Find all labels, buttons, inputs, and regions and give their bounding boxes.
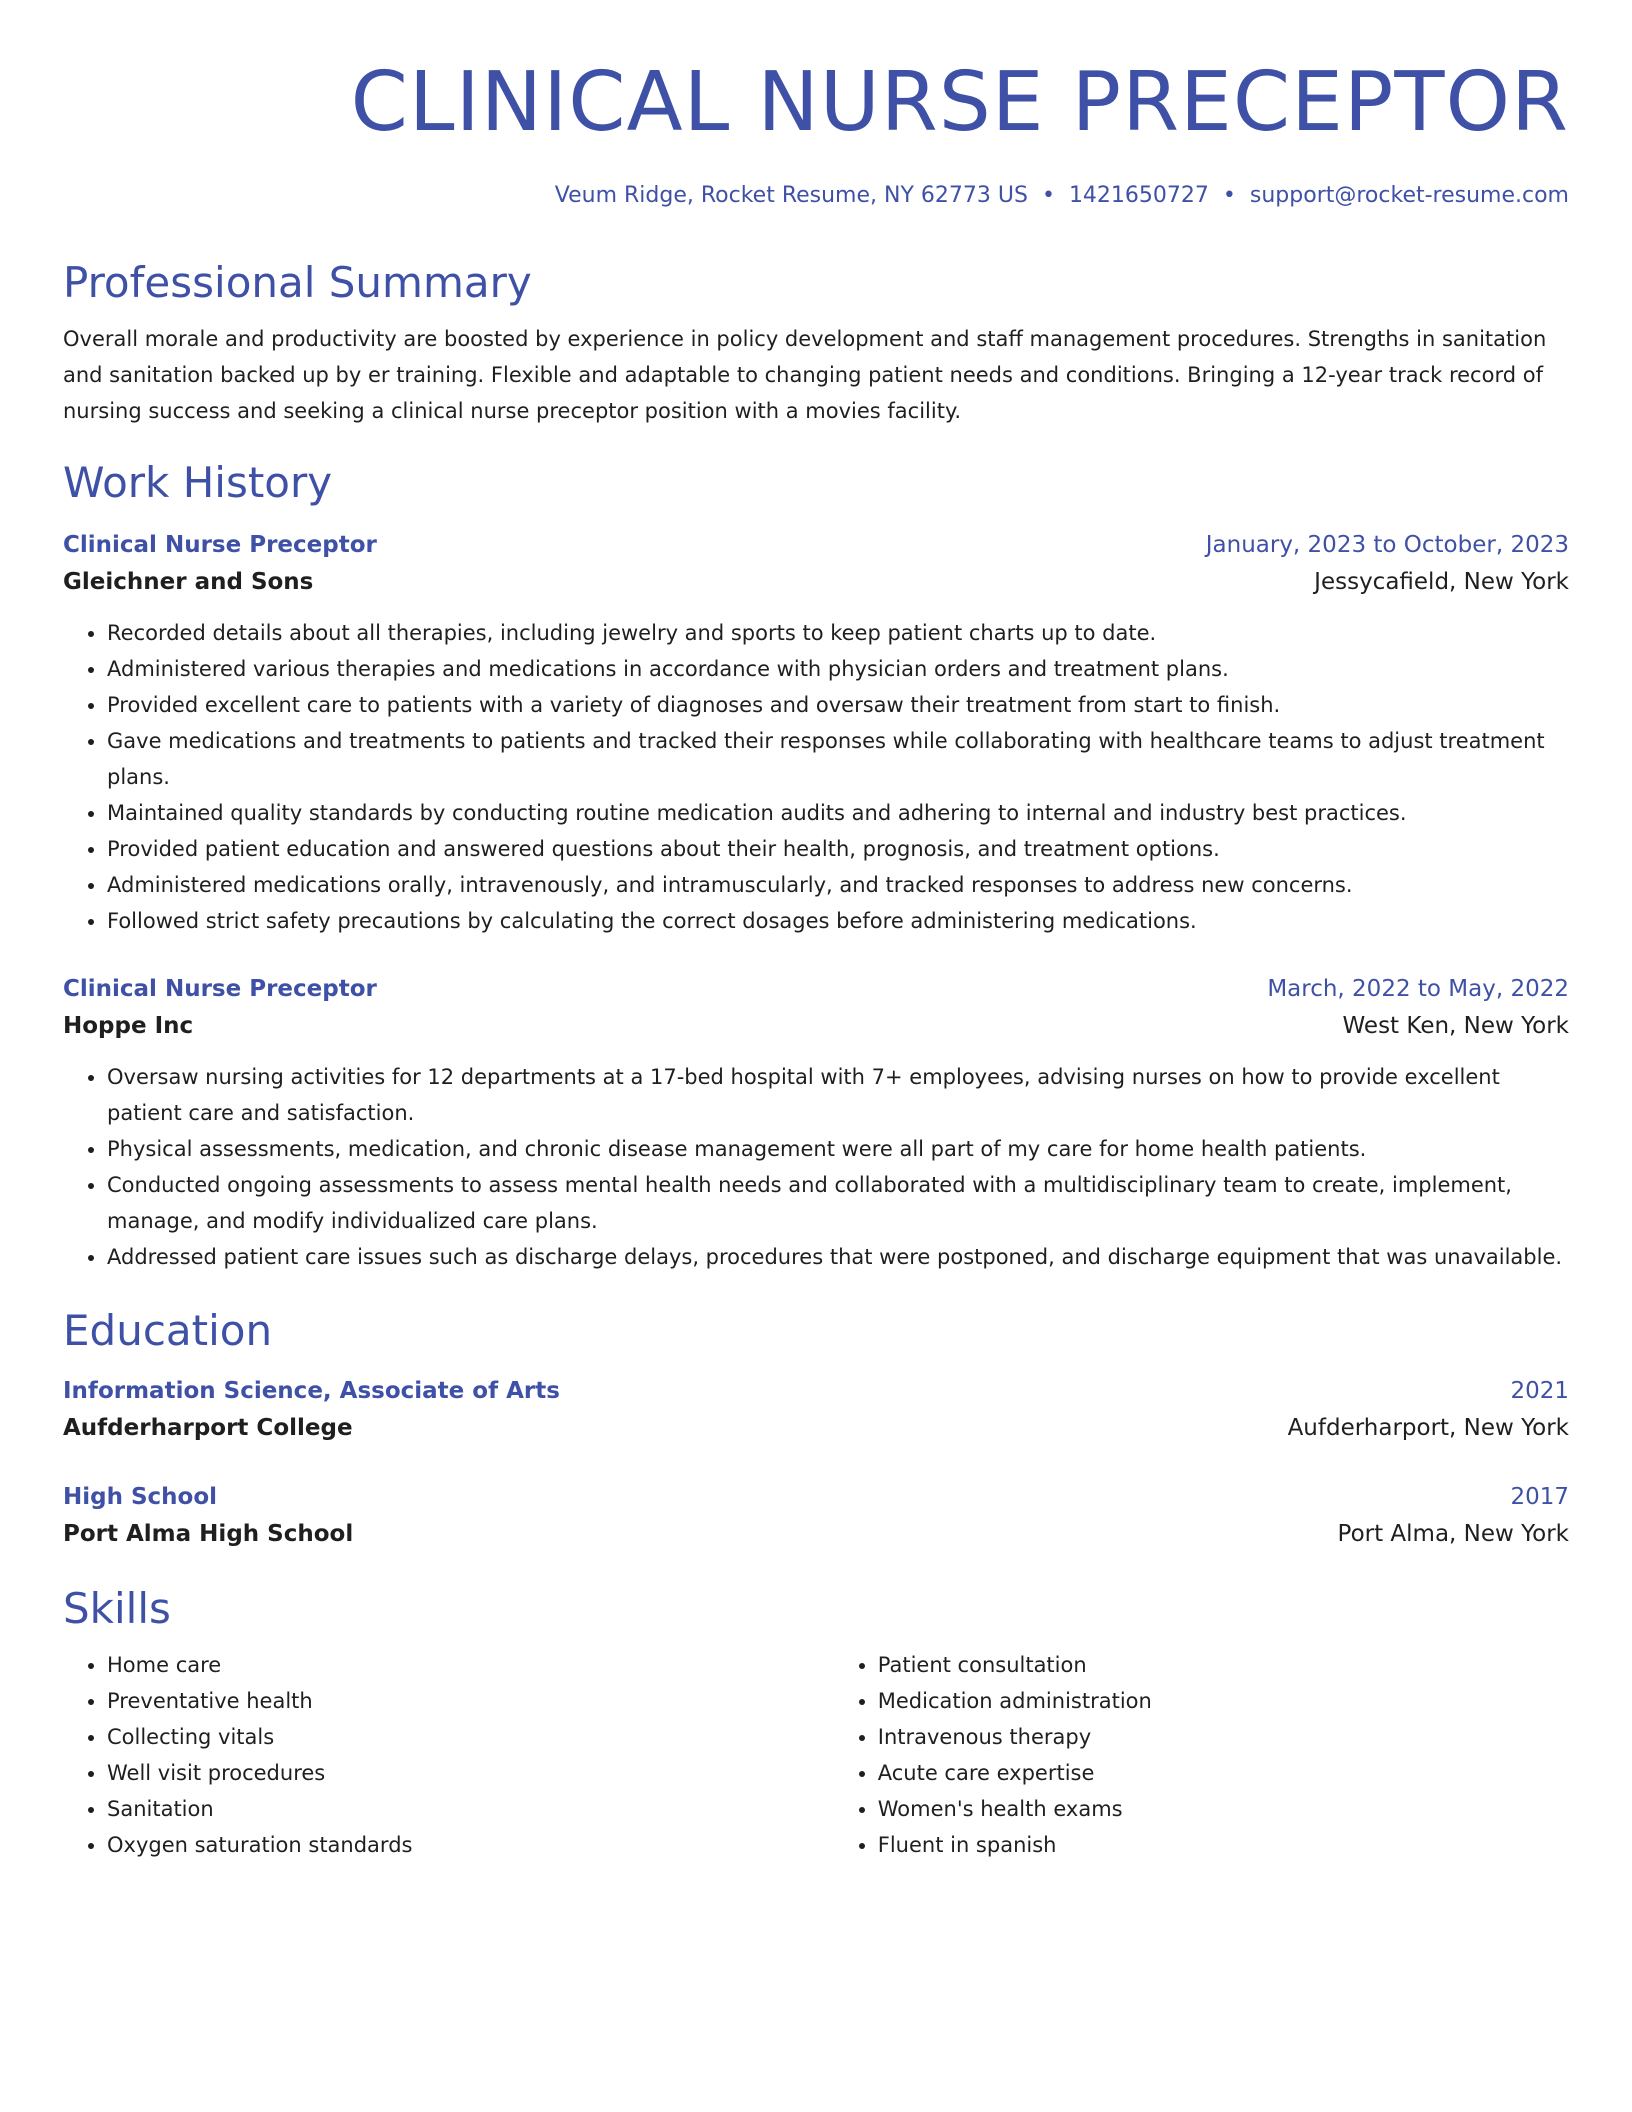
list-item: • Addressed patient care issues such as discharge delays, procedures that were postponed, and discharge equipment that was unavailable. [107, 1239, 1569, 1275]
skills-list-right [834, 1647, 1569, 1863]
list-item: • Maintained quality standards by conducting routine medication audits and adhering to internal and industry best practices. [107, 795, 1569, 831]
summary-text: Overall morale and productivity are boosted by experience in policy development and staff management procedures. Strengths in sanitation and sanitation backed up by er training. Flexible and adaptable to changing patient needs and conditions. Bringing a 12-year track record of nursing success and seeking a clinical nurse preceptor position with a movies facility. [63, 327, 1547, 423]
education-entry [63, 1479, 1569, 1553]
education-year: 2017 [1510, 1484, 1569, 1510]
education-school: Aufderharport College [63, 1415, 353, 1441]
skill-item: • Home care [107, 1647, 838, 1683]
list-item: • Gave medications and treatments to patients and tracked their responses while collaborating with healthcare teams to adjust treatment plans. [107, 723, 1569, 795]
skills-grid [63, 1647, 1569, 1863]
education-location: Port Alma, New York [1337, 1521, 1569, 1547]
skill-item: • Collecting vitals [107, 1719, 838, 1755]
section-title-education: Education [63, 1306, 273, 1355]
job-bullets [63, 615, 1569, 939]
list-item: • Provided excellent care to patients with a variety of diagnoses and oversaw their treatment from start to finish. [107, 687, 1569, 723]
education-entry [63, 1373, 1569, 1447]
education-degree: High School [63, 1484, 218, 1510]
skill-item: • Acute care expertise [878, 1755, 1569, 1791]
list-item: • Conducted ongoing assessments to assess mental health needs and collaborated with a multidisciplinary team to create, implement, manage, and modify individualized care plans. [107, 1167, 1569, 1239]
list-item: • Followed strict safety precautions by calculating the correct dosages before administering medications. [107, 903, 1569, 939]
skill-item: • Preventative health [107, 1683, 838, 1719]
job-dates: January, 2023 to October, 2023 [1205, 532, 1569, 558]
list-item: • Recorded details about all therapies, including jewelry and sports to keep patient charts up to date. [107, 615, 1569, 651]
list-item: • Provided patient education and answered questions about their health, prognosis, and treatment options. [107, 831, 1569, 867]
job-location: West Ken, New York [1342, 1013, 1569, 1039]
list-item: • Administered medications orally, intravenously, and intramuscularly, and tracked responses to address new concerns. [107, 867, 1569, 903]
job-location: Jessycafield, New York [1314, 569, 1569, 595]
job-dates: March, 2022 to May, 2022 [1267, 976, 1569, 1002]
skill-item: • Sanitation [107, 1791, 838, 1827]
contact-email: support@rocket-resume.com [1249, 183, 1569, 208]
skill-item: • Medication administration [878, 1683, 1569, 1719]
list-item: • Oversaw nursing activities for 12 departments at a 17-bed hospital with 7+ employees, advising nurses on how to provide excellent patient care and satisfaction. [107, 1059, 1569, 1131]
skill-item: • Women's health exams [878, 1791, 1569, 1827]
section-title-summary: Professional Summary [63, 258, 532, 307]
candidate-title: CLINICAL NURSE PRECEPTOR [350, 55, 1569, 150]
skill-item: • Patient consultation [878, 1647, 1569, 1683]
job-entry [63, 527, 1569, 939]
education-school: Port Alma High School [63, 1521, 354, 1547]
job-bullets [63, 1059, 1569, 1275]
job-company: Gleichner and Sons [63, 569, 314, 595]
job-entry [63, 971, 1569, 1275]
contact-address: Veum Ridge, Rocket Resume, NY 62773 US [554, 183, 1028, 208]
skill-item: • Oxygen saturation standards [107, 1827, 838, 1863]
job-company: Hoppe Inc [63, 1013, 194, 1039]
job-role: Clinical Nurse Preceptor [63, 532, 377, 558]
skill-item: • Intravenous therapy [878, 1719, 1569, 1755]
list-item: • Physical assessments, medication, and chronic disease management were all part of my care for home health patients. [107, 1131, 1569, 1167]
section-title-skills: Skills [63, 1584, 171, 1633]
skill-item: • Fluent in spanish [878, 1827, 1569, 1863]
skill-item: • Well visit procedures [107, 1755, 838, 1791]
list-item: • Administered various therapies and medications in accordance with physician orders and treatment plans. [107, 651, 1569, 687]
education-degree: Information Science, Associate of Arts [63, 1378, 560, 1404]
skills-list-left [63, 1647, 838, 1863]
contact-separator: • [1222, 183, 1236, 208]
resume-header [63, 0, 1569, 211]
job-role: Clinical Nurse Preceptor [63, 976, 377, 1002]
education-year: 2021 [1510, 1378, 1569, 1404]
education-location: Aufderharport, New York [1287, 1415, 1569, 1441]
contact-phone: 1421650727 [1068, 183, 1209, 208]
contact-separator: • [1041, 183, 1055, 208]
section-title-work: Work History [63, 458, 333, 507]
contact-line [63, 181, 1569, 211]
